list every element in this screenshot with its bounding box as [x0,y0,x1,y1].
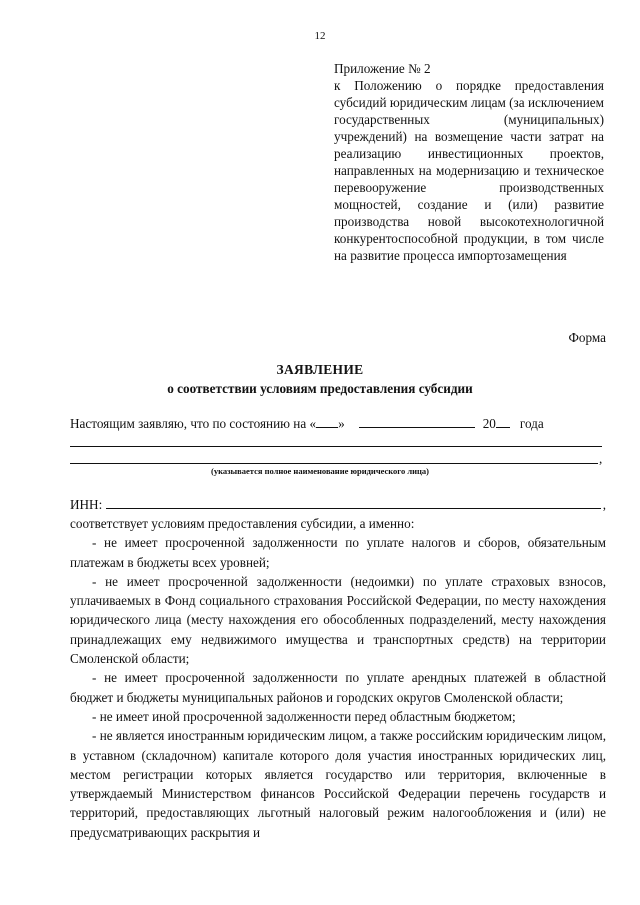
appendix-title: Приложение № 2 [334,61,431,76]
year-prefix: 20 [482,416,496,431]
statement-close-quote: » [338,416,345,431]
day-field[interactable] [316,415,338,428]
statement-suffix: года [519,416,544,431]
condition-item: - не имеет просроченной задолженности по уплате налогов и сборов, обязательным платежам в бюджеты всех уровней; [70,535,606,570]
statement-line [70,415,606,432]
statement-prefix: Настоящим заявляю, что по состоянию на « [70,416,317,431]
inn-label: ИНН: [70,497,103,512]
document-subtitle: о соответствии условиям предоставления субсидии [167,381,473,396]
year-field[interactable] [496,415,510,428]
condition-item: - не имеет иной просроченной задолженности перед областным бюджетом; [92,708,516,724]
condition-item: - не является иностранным юридическим лицом, а также российским юридическим лицом, в уставном (складочном) капитале которого доля участия иностранных юридических лиц, местом регистрации которых является государство или территория, включенные в утверждаемый Министерством финансов Российской Федерации перечень государств и территорий, предоставляющих льготный налоговый режим налогообложения и (или) не предусматривающих раскрытия и [70,728,606,840]
inn-comma: , [602,497,606,512]
conditions-text [70,514,606,842]
entity-name-comma: , [599,451,603,466]
entity-name-caption: (указывается полное наименование юридического лица) [211,466,429,476]
inn-line [70,496,606,513]
form-label: Форма [568,330,606,345]
appendix-header [334,60,604,264]
inn-field[interactable] [106,496,600,509]
condition-item: - не имеет просроченной задолженности (недоимки) по уплате страховых взносов, уплачиваемых в Фонд социального страхования Российской Федерации, по месту нахождения юридического лица (месту нахождения его обособленных подразделений, месту нахождения принадлежащих ему недвижимого имущества и транспортных средств) на территории Смоленской области; [70,573,606,667]
condition-item: - не имеет просроченной задолженности по уплате арендных платежей в областной бюджет и бюджеты муниципальных районов и городских округов Смоленской области; [70,670,606,705]
entity-name-field-line-1[interactable] [70,446,602,447]
conditions-intro: соответствует условиям предоставления субсидии, а именно: [70,516,415,531]
page-number: 12 [314,30,326,42]
document-title: ЗАЯВЛЕНИЕ [276,362,364,377]
entity-name-field-line-2[interactable] [70,463,598,464]
appendix-reference: к Положению о порядке предоставления субсидий юридическим лицам (за исключением государственных (муниципальных) учреждений) на возмещение части затрат на реализацию инвестиционных проектов, направленных на модернизацию и техническое перевооружение производственных мощностей, создание и (или) развитие производства новой высокотехнологичной конкурентоспособной продукции, в том числе на развитие процесса импортозамещения [334,78,604,263]
month-field[interactable] [359,415,475,428]
